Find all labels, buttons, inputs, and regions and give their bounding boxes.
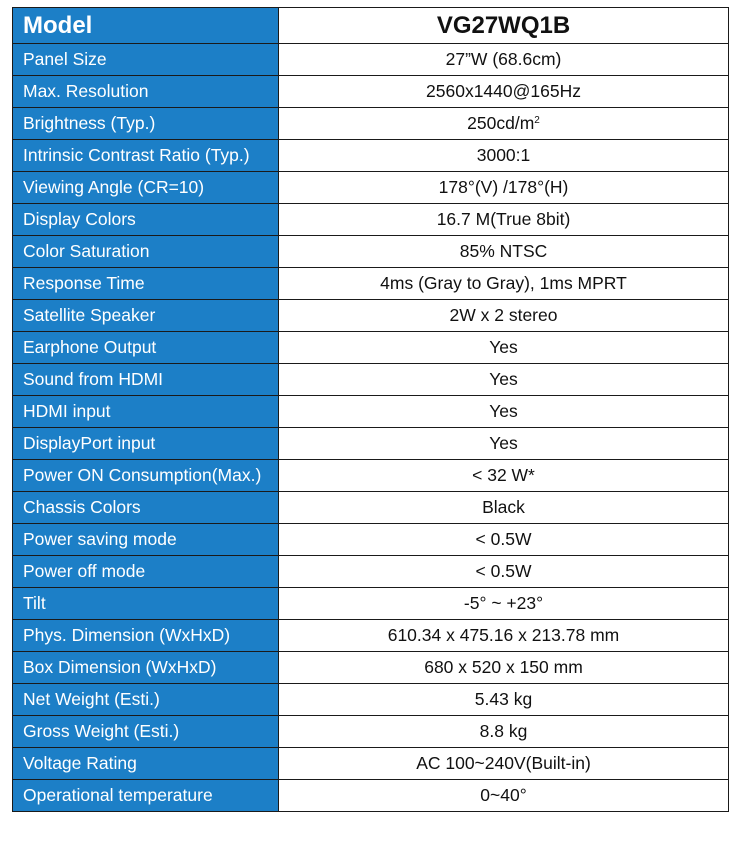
spec-value — [279, 236, 729, 268]
spec-label: Operational temperature — [13, 780, 279, 812]
spec-label: Voltage Rating — [13, 748, 279, 780]
spec-value — [279, 364, 729, 396]
spec-value-text: 610.34 x 475.16 x 213.78 mm — [387, 625, 620, 645]
spec-label: Box Dimension (WxHxD) — [13, 652, 279, 684]
spec-value-text: Yes — [489, 337, 518, 357]
table-row — [13, 716, 729, 748]
spec-value-text: 16.7 M(True 8bit) — [436, 209, 571, 229]
table-row — [13, 140, 729, 172]
table-row — [13, 172, 729, 204]
spec-value-text: 5.43 kg — [474, 689, 533, 709]
spec-label: Power saving mode — [13, 524, 279, 556]
table-row — [13, 332, 729, 364]
spec-value-text: 8.8 kg — [479, 721, 528, 741]
spec-value — [279, 684, 729, 716]
spec-value-text: 27”W (68.6cm) — [445, 49, 562, 69]
spec-value — [279, 620, 729, 652]
spec-value-text: < 0.5W — [475, 529, 532, 549]
table-row — [13, 268, 729, 300]
spec-label: Brightness (Typ.) — [13, 108, 279, 140]
spec-label: Sound from HDMI — [13, 364, 279, 396]
spec-value — [279, 300, 729, 332]
spec-value-text: Yes — [489, 433, 518, 453]
table-row — [13, 236, 729, 268]
spec-label: Response Time — [13, 268, 279, 300]
spec-value-text: Black — [482, 497, 525, 517]
spec-label: Phys. Dimension (WxHxD) — [13, 620, 279, 652]
spec-table — [12, 7, 729, 812]
table-row — [13, 684, 729, 716]
table-row — [13, 652, 729, 684]
spec-value — [279, 652, 729, 684]
spec-value-text: 680 x 520 x 150 mm — [424, 657, 583, 677]
table-row — [13, 780, 729, 812]
spec-label: HDMI input — [13, 396, 279, 428]
table-row — [13, 300, 729, 332]
spec-value — [279, 76, 729, 108]
spec-value — [279, 556, 729, 588]
table-row — [13, 620, 729, 652]
spec-label: Satellite Speaker — [13, 300, 279, 332]
table-row — [13, 364, 729, 396]
spec-value — [279, 268, 729, 300]
spec-value — [279, 44, 729, 76]
spec-value-text: 2560x1440@165Hz — [426, 81, 581, 101]
spec-value — [279, 204, 729, 236]
spec-value — [279, 172, 729, 204]
spec-value-text: Yes — [489, 401, 518, 421]
spec-table-body — [13, 8, 729, 812]
spec-value-text: 4ms (Gray to Gray), 1ms MPRT — [380, 273, 627, 293]
spec-value-text: < 0.5W — [475, 561, 532, 581]
model-name: VG27WQ1B — [279, 8, 729, 44]
spec-label: DisplayPort input — [13, 428, 279, 460]
spec-value — [279, 428, 729, 460]
spec-value — [279, 396, 729, 428]
spec-value — [279, 108, 729, 140]
table-row — [13, 76, 729, 108]
spec-label: Panel Size — [13, 44, 279, 76]
spec-label: Earphone Output — [13, 332, 279, 364]
table-row — [13, 396, 729, 428]
spec-label: Gross Weight (Esti.) — [13, 716, 279, 748]
table-row — [13, 108, 729, 140]
spec-value — [279, 332, 729, 364]
table-row — [13, 556, 729, 588]
spec-label: Net Weight (Esti.) — [13, 684, 279, 716]
spec-value — [279, 460, 729, 492]
spec-value-text: 85% NTSC — [459, 241, 548, 261]
spec-value-text: AC 100~240V(Built-in) — [416, 753, 591, 773]
spec-value-text: < 32 W* — [472, 465, 535, 485]
table-row — [13, 588, 729, 620]
spec-label: Power ON Consumption(Max.) — [13, 460, 279, 492]
spec-value-text: 2W x 2 stereo — [449, 305, 558, 325]
spec-value — [279, 524, 729, 556]
table-header-row — [13, 8, 729, 44]
table-row — [13, 492, 729, 524]
spec-value — [279, 780, 729, 812]
table-row — [13, 748, 729, 780]
table-row — [13, 460, 729, 492]
spec-value — [279, 492, 729, 524]
spec-label: Max. Resolution — [13, 76, 279, 108]
spec-value-text: -5° ~ +23° — [463, 593, 544, 613]
spec-label: Color Saturation — [13, 236, 279, 268]
spec-value-text: 250cd/m — [467, 113, 535, 133]
spec-value — [279, 748, 729, 780]
spec-value-superscript: 2 — [534, 115, 540, 126]
table-row — [13, 204, 729, 236]
spec-label: Display Colors — [13, 204, 279, 236]
spec-label: Intrinsic Contrast Ratio (Typ.) — [13, 140, 279, 172]
spec-value — [279, 140, 729, 172]
table-row — [13, 44, 729, 76]
spec-value-text: 178°(V) /178°(H) — [438, 177, 569, 197]
spec-label: Tilt — [13, 588, 279, 620]
header-label: Model — [13, 8, 279, 44]
spec-label: Viewing Angle (CR=10) — [13, 172, 279, 204]
spec-value-text: 0~40° — [480, 785, 527, 805]
spec-value — [279, 588, 729, 620]
spec-label: Power off mode — [13, 556, 279, 588]
spec-value-text: 3000:1 — [476, 145, 531, 165]
spec-value-text: Yes — [489, 369, 518, 389]
spec-label: Chassis Colors — [13, 492, 279, 524]
table-row — [13, 524, 729, 556]
spec-value — [279, 716, 729, 748]
table-row — [13, 428, 729, 460]
